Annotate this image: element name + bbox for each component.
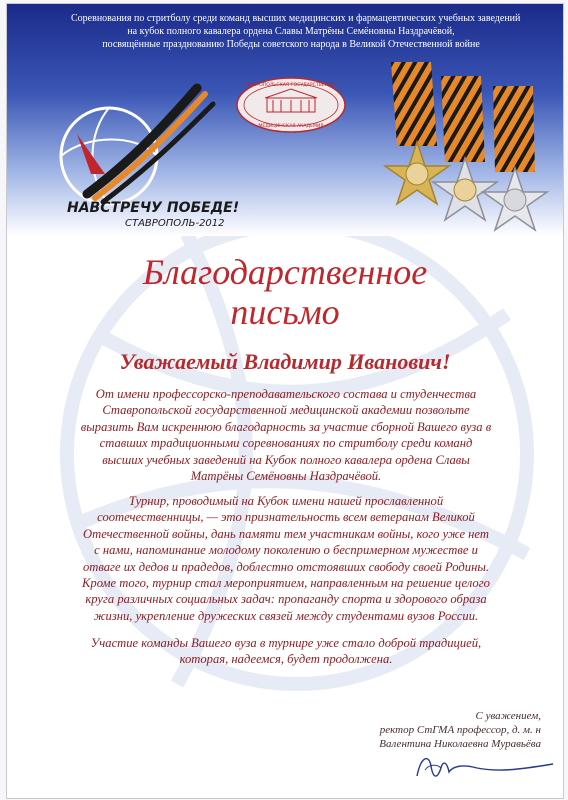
star-silver-right-icon xyxy=(483,168,547,230)
paragraph-line: Турнир, проводимый на Кубок имени нашей прославленной xyxy=(128,494,444,508)
header-line-3: посвящённые празднованию Победы советского народа в Великой Отечественной войне xyxy=(102,39,480,50)
header-line-1: Соревнования по стритболу среди команд высших медицинских и фармацевтических учебных заведений xyxy=(71,13,521,24)
paragraph-line: выразить Вам искреннюю благодарность за участие сборной Вашего вуза в xyxy=(80,419,492,434)
paragraph-line: Отечественной войны, дань памяти тем участникам войны, кого уже нет xyxy=(83,526,489,541)
signature-closing: С уважением, xyxy=(475,710,541,722)
letter-title-line-2: письмо xyxy=(230,292,340,332)
academy-emblem xyxy=(235,76,347,134)
emblem-bottom-text: МЕДИЦИНСКАЯ АКАДЕМИЯ xyxy=(258,124,324,129)
ribbon-middle xyxy=(441,76,485,162)
letter-sheet xyxy=(6,3,564,799)
paragraph-line: которая, надеемся, будет продолжена. xyxy=(179,652,393,667)
letter-title-line-1: Благодарственное xyxy=(142,252,428,292)
paragraph-3 xyxy=(41,635,531,668)
signature-block xyxy=(379,709,541,751)
paragraph-1 xyxy=(41,386,531,484)
signature-name: Валентина Николаевна Муравьёва xyxy=(379,738,541,750)
paragraph-2 xyxy=(41,493,531,624)
logo-title: НАВСТРЕЧУ ПОБЕДЕ! xyxy=(67,200,240,216)
paragraph-line: Участие команды Вашего вуза в турнире уже стало доброй традицией, xyxy=(90,636,482,650)
handwritten-signature xyxy=(407,746,557,786)
header-line-2: на кубок полного кавалера ордена Славы Матрёны Семёновны Наздрачёвой, xyxy=(127,26,455,37)
paragraph-line: Кроме того, турнир стал мероприятием, направленным на решение целого xyxy=(82,576,490,591)
paragraph-line: От имени профессорско-преподавательского состава и студенчества xyxy=(95,387,477,401)
order-of-glory-medals xyxy=(383,54,563,244)
logo-subtitle: СТАВРОПОЛЬ-2012 xyxy=(125,218,225,229)
paragraph-line: круга различных социальных задач: пропаганду спорта и здорового образа xyxy=(85,592,487,607)
emblem-top-text: СТАВРОПОЛЬСКАЯ ГОСУДАРСТВЕННАЯ xyxy=(244,83,338,88)
greeting: Уважаемый Владимир Иванович! xyxy=(119,349,451,374)
star-gold-icon xyxy=(385,142,449,204)
paragraph-line: ставших традиционными соревнованиях по стритболу среди команд xyxy=(99,436,473,451)
paragraph-line: с нами, напоминание молодому поколению о беспримерном мужестве и xyxy=(94,543,478,558)
paragraph-line: Матрёны Семёновны Наздрачёвой. xyxy=(190,469,382,484)
paragraph-line: отваге их дедов и прадедов, доблестно отстоявших свободу своей Родины. xyxy=(82,559,490,574)
ribbon-right xyxy=(493,86,535,172)
paragraph-line: соотечественницы, — это признательность всем ветеранам Великой xyxy=(97,510,475,525)
paragraph-line: жизни, укрепление дружеских связей между студентами вузов России. xyxy=(93,608,479,623)
paragraph-line: Ставропольской государственной медицинской академии позвольте xyxy=(102,403,470,418)
signature-title: ректор СтГМА профессор, д. м. н xyxy=(379,724,541,736)
paragraph-line: высших учебных заведений на Кубок полного кавалера ордена Славы xyxy=(102,452,470,467)
ribbon-left xyxy=(391,62,437,146)
